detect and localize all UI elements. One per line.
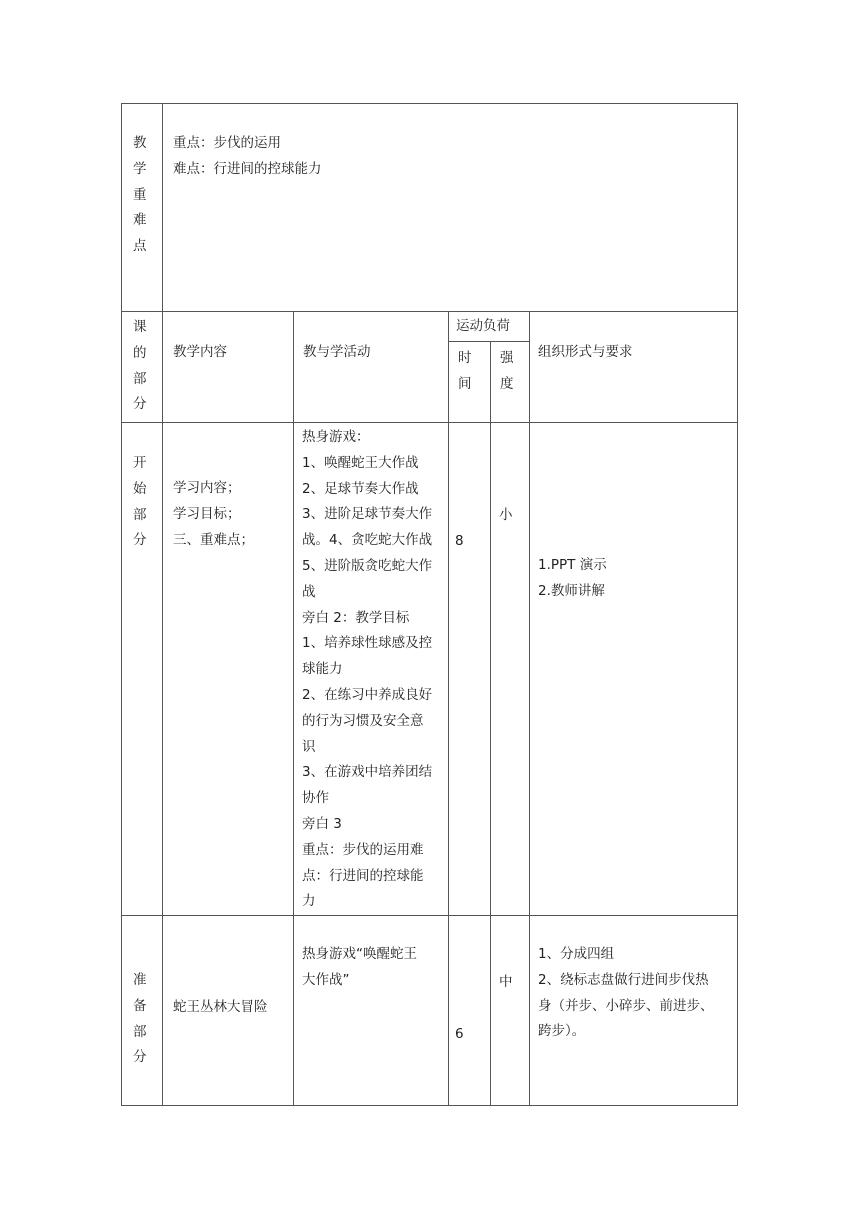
grid-line	[121, 103, 738, 104]
activity-line: 热身游戏“唤醒蛇王	[302, 946, 417, 962]
start-organization	[538, 553, 607, 605]
header-time: 时间	[458, 350, 472, 392]
organization-line: 身（并步、小碎步、前进步、	[538, 997, 714, 1014]
grid-line	[529, 311, 530, 1106]
prep-intensity: 中	[499, 974, 513, 990]
key-points-label: 教学重难点	[133, 135, 147, 255]
grid-line	[293, 311, 294, 1106]
grid-line	[448, 311, 449, 1106]
activity-line: 点：行进间的控球能	[302, 867, 424, 884]
header-activity: 教与学活动	[303, 344, 371, 360]
content-line: 学习目标；	[173, 505, 241, 522]
difficulty-line: 难点：行进间的控球能力	[173, 160, 322, 177]
header-intensity: 强度	[500, 350, 514, 392]
grid-line	[490, 341, 491, 1106]
grid-line	[448, 341, 529, 342]
activity-line: 1、唤醒蛇王大作战	[302, 454, 419, 471]
header-load: 运动负荷	[456, 318, 510, 334]
prep-section-label: 准备部分	[133, 972, 147, 1066]
activity-line: 1、培养球性球感及控	[302, 635, 433, 652]
activity-line: 3、进阶足球节奏大作	[302, 506, 433, 523]
grid-line	[737, 103, 738, 1106]
activity-line: 热身游戏：	[302, 429, 370, 445]
activity-line: 旁白 3	[302, 815, 342, 832]
content-line: 三、重难点；	[173, 531, 254, 548]
start-content	[173, 476, 254, 553]
activity-line: 战	[302, 583, 316, 600]
content-line: 学习内容；	[173, 480, 241, 496]
activity-line: 5、进阶版贪吃蛇大作	[302, 557, 433, 574]
grid-line	[121, 915, 738, 916]
activity-line: 2、在练习中养成良好	[302, 686, 433, 703]
activity-line: 重点：步伐的运用难	[302, 841, 424, 858]
activity-line: 旁白 2：教学目标	[302, 609, 410, 626]
activity-line: 识	[302, 738, 316, 755]
prep-organization	[538, 942, 714, 1045]
key-points-text	[173, 131, 322, 183]
activity-line: 2、足球节奏大作战	[302, 480, 419, 497]
organization-line: 跨步）。	[538, 1023, 586, 1040]
organization-line: 2、绕标志盘做行进间步伐热	[538, 971, 709, 988]
grid-line	[162, 103, 163, 1106]
activity-line: 3、在游戏中培养团结	[302, 764, 433, 781]
grid-line	[121, 422, 738, 423]
organization-line: 2.教师讲解	[538, 582, 605, 599]
activity-line: 的行为习惯及安全意	[302, 712, 424, 729]
start-intensity: 小	[499, 507, 513, 523]
header-content: 教学内容	[173, 344, 227, 360]
header-section: 课的部分	[133, 319, 147, 413]
prep-activity	[302, 942, 417, 994]
prep-content: 蛇王丛林大冒险	[173, 999, 268, 1015]
start-time: 8	[455, 533, 464, 549]
activity-line: 力	[302, 893, 316, 910]
organization-line: 1、分成四组	[538, 946, 615, 962]
organization-line: 1.PPT 演示	[538, 557, 607, 573]
start-section-label: 开始部分	[133, 455, 147, 549]
activity-line: 球能力	[302, 661, 343, 678]
grid-line	[121, 311, 738, 312]
activity-line: 大作战”	[302, 971, 350, 988]
key-point-line: 重点：步伐的运用	[173, 135, 281, 151]
activity-line: 战。4、贪吃蛇大作战	[302, 532, 433, 549]
grid-line	[121, 103, 122, 1106]
start-activity	[302, 425, 432, 915]
activity-line: 协作	[302, 790, 329, 807]
prep-time: 6	[455, 1026, 464, 1042]
grid-line	[121, 1105, 738, 1106]
header-organization: 组织形式与要求	[538, 344, 633, 360]
